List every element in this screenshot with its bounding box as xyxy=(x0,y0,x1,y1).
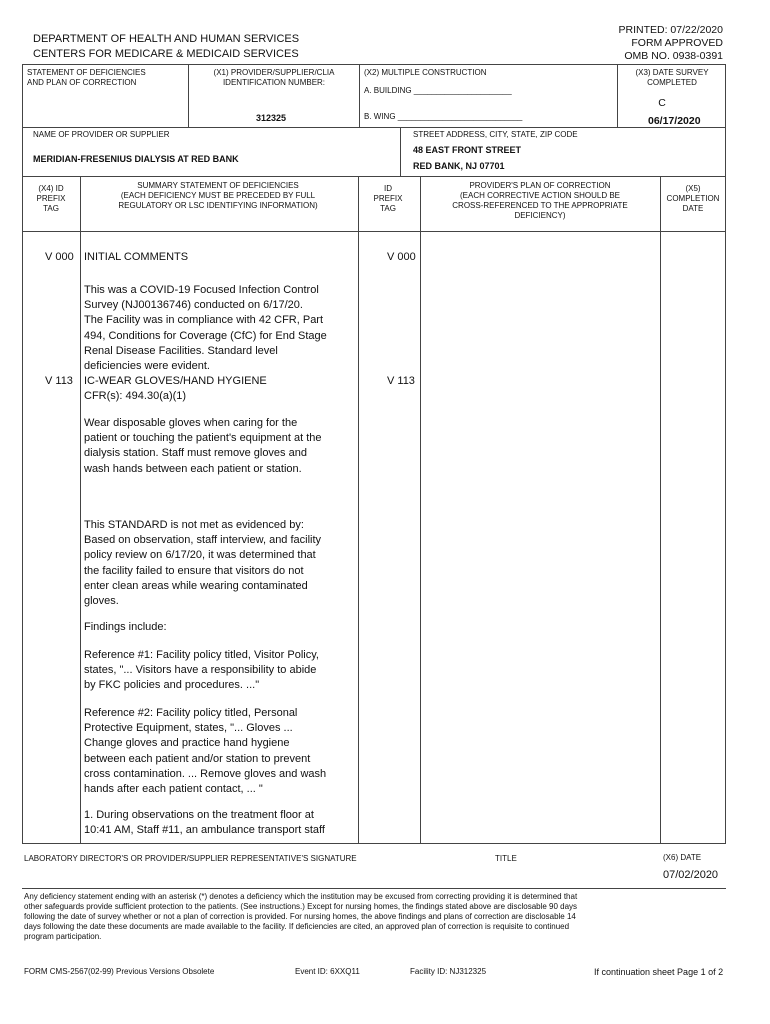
agency-line: CENTERS FOR MEDICARE & MEDICAID SERVICES xyxy=(33,48,299,60)
reference-2-text: Reference #2: Facility policy titled, Personal Protective Equipment, states, "... Gloves ... Change gloves and practice hand hygiene between each patient and/or station to prevent cross contamination. ... Remove gloves and wash hands after each patient contact, ... " xyxy=(84,707,327,796)
address-street: 48 EAST FRONT STREET xyxy=(413,145,522,155)
v000-tag-right: V 000 xyxy=(387,251,416,263)
v000-title: INITIAL COMMENTS xyxy=(84,251,189,263)
signature-label: LABORATORY DIRECTOR'S OR PROVIDER/SUPPLIER REPRESENTATIVE'S SIGNATURE xyxy=(24,854,357,863)
v113-tag: V 113 xyxy=(45,375,73,387)
signature-date: 07/02/2020 xyxy=(663,869,719,881)
plan-column-label: PROVIDER'S PLAN OF CORRECTION (EACH CORRECTIVE ACTION SHOULD BE CROSS-REFERENCED TO THE APPROPRIATE DEFICIENCY) xyxy=(452,181,628,220)
x4-column-label: (X4) ID PREFIX TAG xyxy=(36,184,66,213)
x2-label: (X2) MULTIPLE CONSTRUCTION xyxy=(364,68,487,77)
continuation-page: If continuation sheet Page 1 of 2 xyxy=(594,967,724,977)
standard-not-met-text: This STANDARD is not met as evidenced by: Based on observation, staff interview, and facility policy review on 6/17/20, it was determined that the facility failed to ensure that visitors do not enter clean areas while wearing contaminated gloves. xyxy=(84,519,322,608)
observation-1-text: 1. During observations on the treatment floor at 10:41 AM, Staff #11, an ambulance transport staff xyxy=(84,809,325,837)
title-label: TITLE xyxy=(495,854,517,863)
provider-name: MERIDIAN-FRESENIUS DIALYSIS AT RED BANK xyxy=(33,154,239,164)
form-approved: FORM APPROVED xyxy=(631,37,723,49)
survey-type-letter: C xyxy=(658,97,666,109)
address-label: STREET ADDRESS, CITY, STATE, ZIP CODE xyxy=(413,130,578,139)
id-column-label: ID PREFIX TAG xyxy=(373,184,403,213)
summary-column-label: SUMMARY STATEMENT OF DEFICIENCIES (EACH DEFICIENCY MUST BE PRECEDED BY FULL REGULATORY OR LSC IDENTIFYING INFORMATION) xyxy=(118,181,318,210)
provider-id-number: 312325 xyxy=(256,113,287,123)
address-city: RED BANK, NJ 07701 xyxy=(413,161,505,171)
v113-title: IC-WEAR GLOVES/HAND HYGIENE CFR(s): 494.30(a)(1) xyxy=(84,375,267,403)
reference-1-text: Reference #1: Facility policy titled, Visitor Policy, states, "... Visitors have a responsibility to abide by FKC policies and procedures. ..." xyxy=(84,649,319,692)
building-label: A. BUILDING ______________________ xyxy=(364,86,512,95)
x6-date-label: (X6) DATE xyxy=(663,853,702,862)
findings-label: Findings include: xyxy=(84,621,167,633)
initial-comments-text: This was a COVID-19 Focused Infection Control Survey (NJ00136746) conducted on 6/17/20. The Facility was in compliance with 42 CFR, Part 494, Conditions for Coverage (CfC) for End Stage Renal Disease Facilities. Standard level deficiencies were evident. xyxy=(84,284,327,373)
facility-id: Facility ID: NJ312325 xyxy=(410,967,487,976)
x3-label: (X3) DATE SURVEY COMPLETED xyxy=(635,68,709,87)
survey-completed-date: 06/17/2020 xyxy=(648,115,701,127)
omb-number: OMB NO. 0938-0391 xyxy=(624,50,723,62)
disclaimer-text: Any deficiency statement ending with an asterisk (*) denotes a deficiency which the institution may be excused from correcting providing it is determined that other safeguards provide sufficient protection to the patients. (See instructions.) Except for nursing homes, the findings stated above are disclosable 90 days following the date of survey whether or not a plan of correction is provided. For nursing homes, the above findings and plans of correction are disclosable 14 days following the date these documents are made available to the facility. If deficiencies are cited, an approved plan of correction is requisite to continued program participation. xyxy=(24,892,578,941)
requirement-text: Wear disposable gloves when caring for the patient or touching the patient's equipment at the dialysis station. Staff must remove gloves and wash hands between each patient or station. xyxy=(84,417,322,475)
x1-label: (X1) PROVIDER/SUPPLIER/CLIA IDENTIFICATION NUMBER: xyxy=(213,68,335,87)
statement-label: STATEMENT OF DEFICIENCIES AND PLAN OF CORRECTION xyxy=(27,68,146,87)
department-line: DEPARTMENT OF HEALTH AND HUMAN SERVICES xyxy=(33,33,300,45)
event-id: Event ID: 6XXQ11 xyxy=(295,967,360,976)
printed-date: PRINTED: 07/22/2020 xyxy=(618,24,723,36)
x5-column-label: (X5) COMPLETION DATE xyxy=(666,184,720,213)
v000-tag: V 000 xyxy=(45,251,74,263)
form-number: FORM CMS-2567(02-99) Previous Versions Obsolete xyxy=(24,967,215,976)
provider-label: NAME OF PROVIDER OR SUPPLIER xyxy=(33,130,170,139)
wing-label: B. WING ____________________________ xyxy=(364,112,523,121)
v113-tag-right: V 113 xyxy=(387,375,415,387)
